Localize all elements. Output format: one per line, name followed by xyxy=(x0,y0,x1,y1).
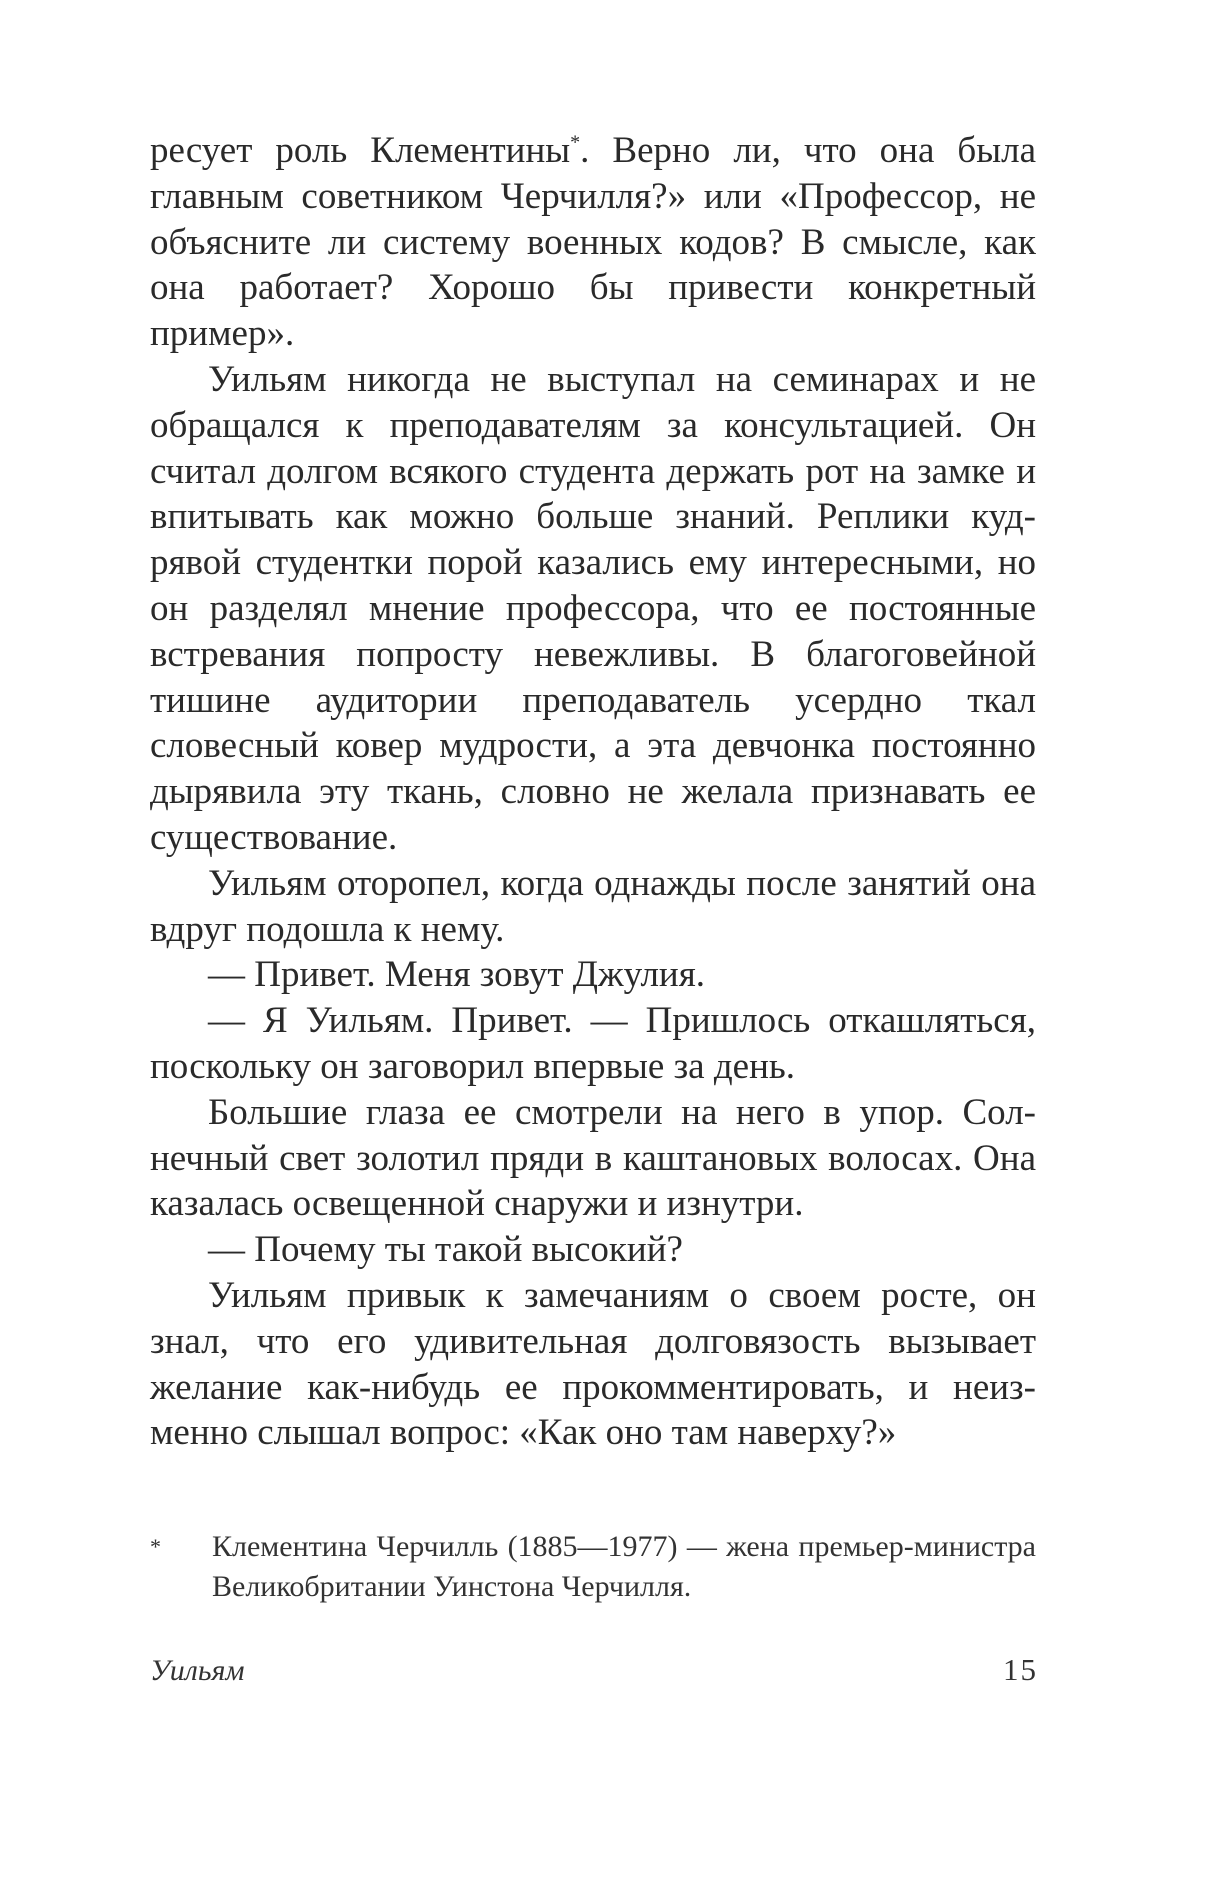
dialogue-line-1: — Привет. Меня зовут Джулия. xyxy=(208,954,705,996)
footnote-reference-mark: * xyxy=(570,131,581,154)
footnote-text: Клементина Черчилль (1885—1977) — жена премьер-министра Великобритании Уинстона Черчилля. xyxy=(212,1530,1036,1603)
dialogue-line-2: — Я Уильям. Привет. — Пришлось откашляться, поскольку он заговорил впервые за день. xyxy=(150,1000,1036,1087)
footnote xyxy=(150,1527,1036,1607)
body-text xyxy=(150,128,1036,1456)
paragraph-5: Уильям привык к замечаниям о своем росте, он знал, что его удивительная долговязость вызывает желание как-нибудь ее прокомментировать, и неизменно слышал вопрос: «Как оно там наверху?» xyxy=(150,1274,1036,1454)
page-number: 15 xyxy=(1003,1652,1038,1687)
footnote-mark: * xyxy=(150,1534,161,1559)
paragraph-1 xyxy=(150,128,1036,357)
running-footer-title: Уильям xyxy=(150,1654,245,1687)
paragraph-1-text-after-ref: . Верно ли, что она была главным советником Черчилля?» или «Профессор, не объясните ли систему военных кодов? В смысле, как она работает? Хорошо бы привести конкретный пример». xyxy=(150,130,1036,355)
paragraph-1-text-before-ref: ресует роль Клементины xyxy=(150,130,571,171)
paragraph-4: Большие глаза ее смотрели на него в упор. Солнечный свет золотил пряди в каштановых волосах. Она казалась освещенной снаружи и изнутри. xyxy=(150,1091,1036,1225)
dialogue-line-3: — Почему ты такой высокий? xyxy=(208,1229,683,1271)
paragraph-2: Уильям никогда не выступал на семинарах и не обращался к преподавателям за консультацией. Он считал долгом всякого студента держать рот на замке и впитывать как можно больше знаний. Реплики кудрявой студентки порой казались ему интересными, но он разделял мнение профессора, что ее постоянные встревания попросту невежливы. В благоговейной тишине аудитории преподаватель усердно ткал словесный ковер мудрости, а эта девчонка постоянно дырявила эту ткань, словно не желала признавать ее существование. xyxy=(150,358,1036,858)
paragraph-3: Уильям оторопел, когда однажды после занятий она вдруг подошла к нему. xyxy=(150,862,1036,950)
